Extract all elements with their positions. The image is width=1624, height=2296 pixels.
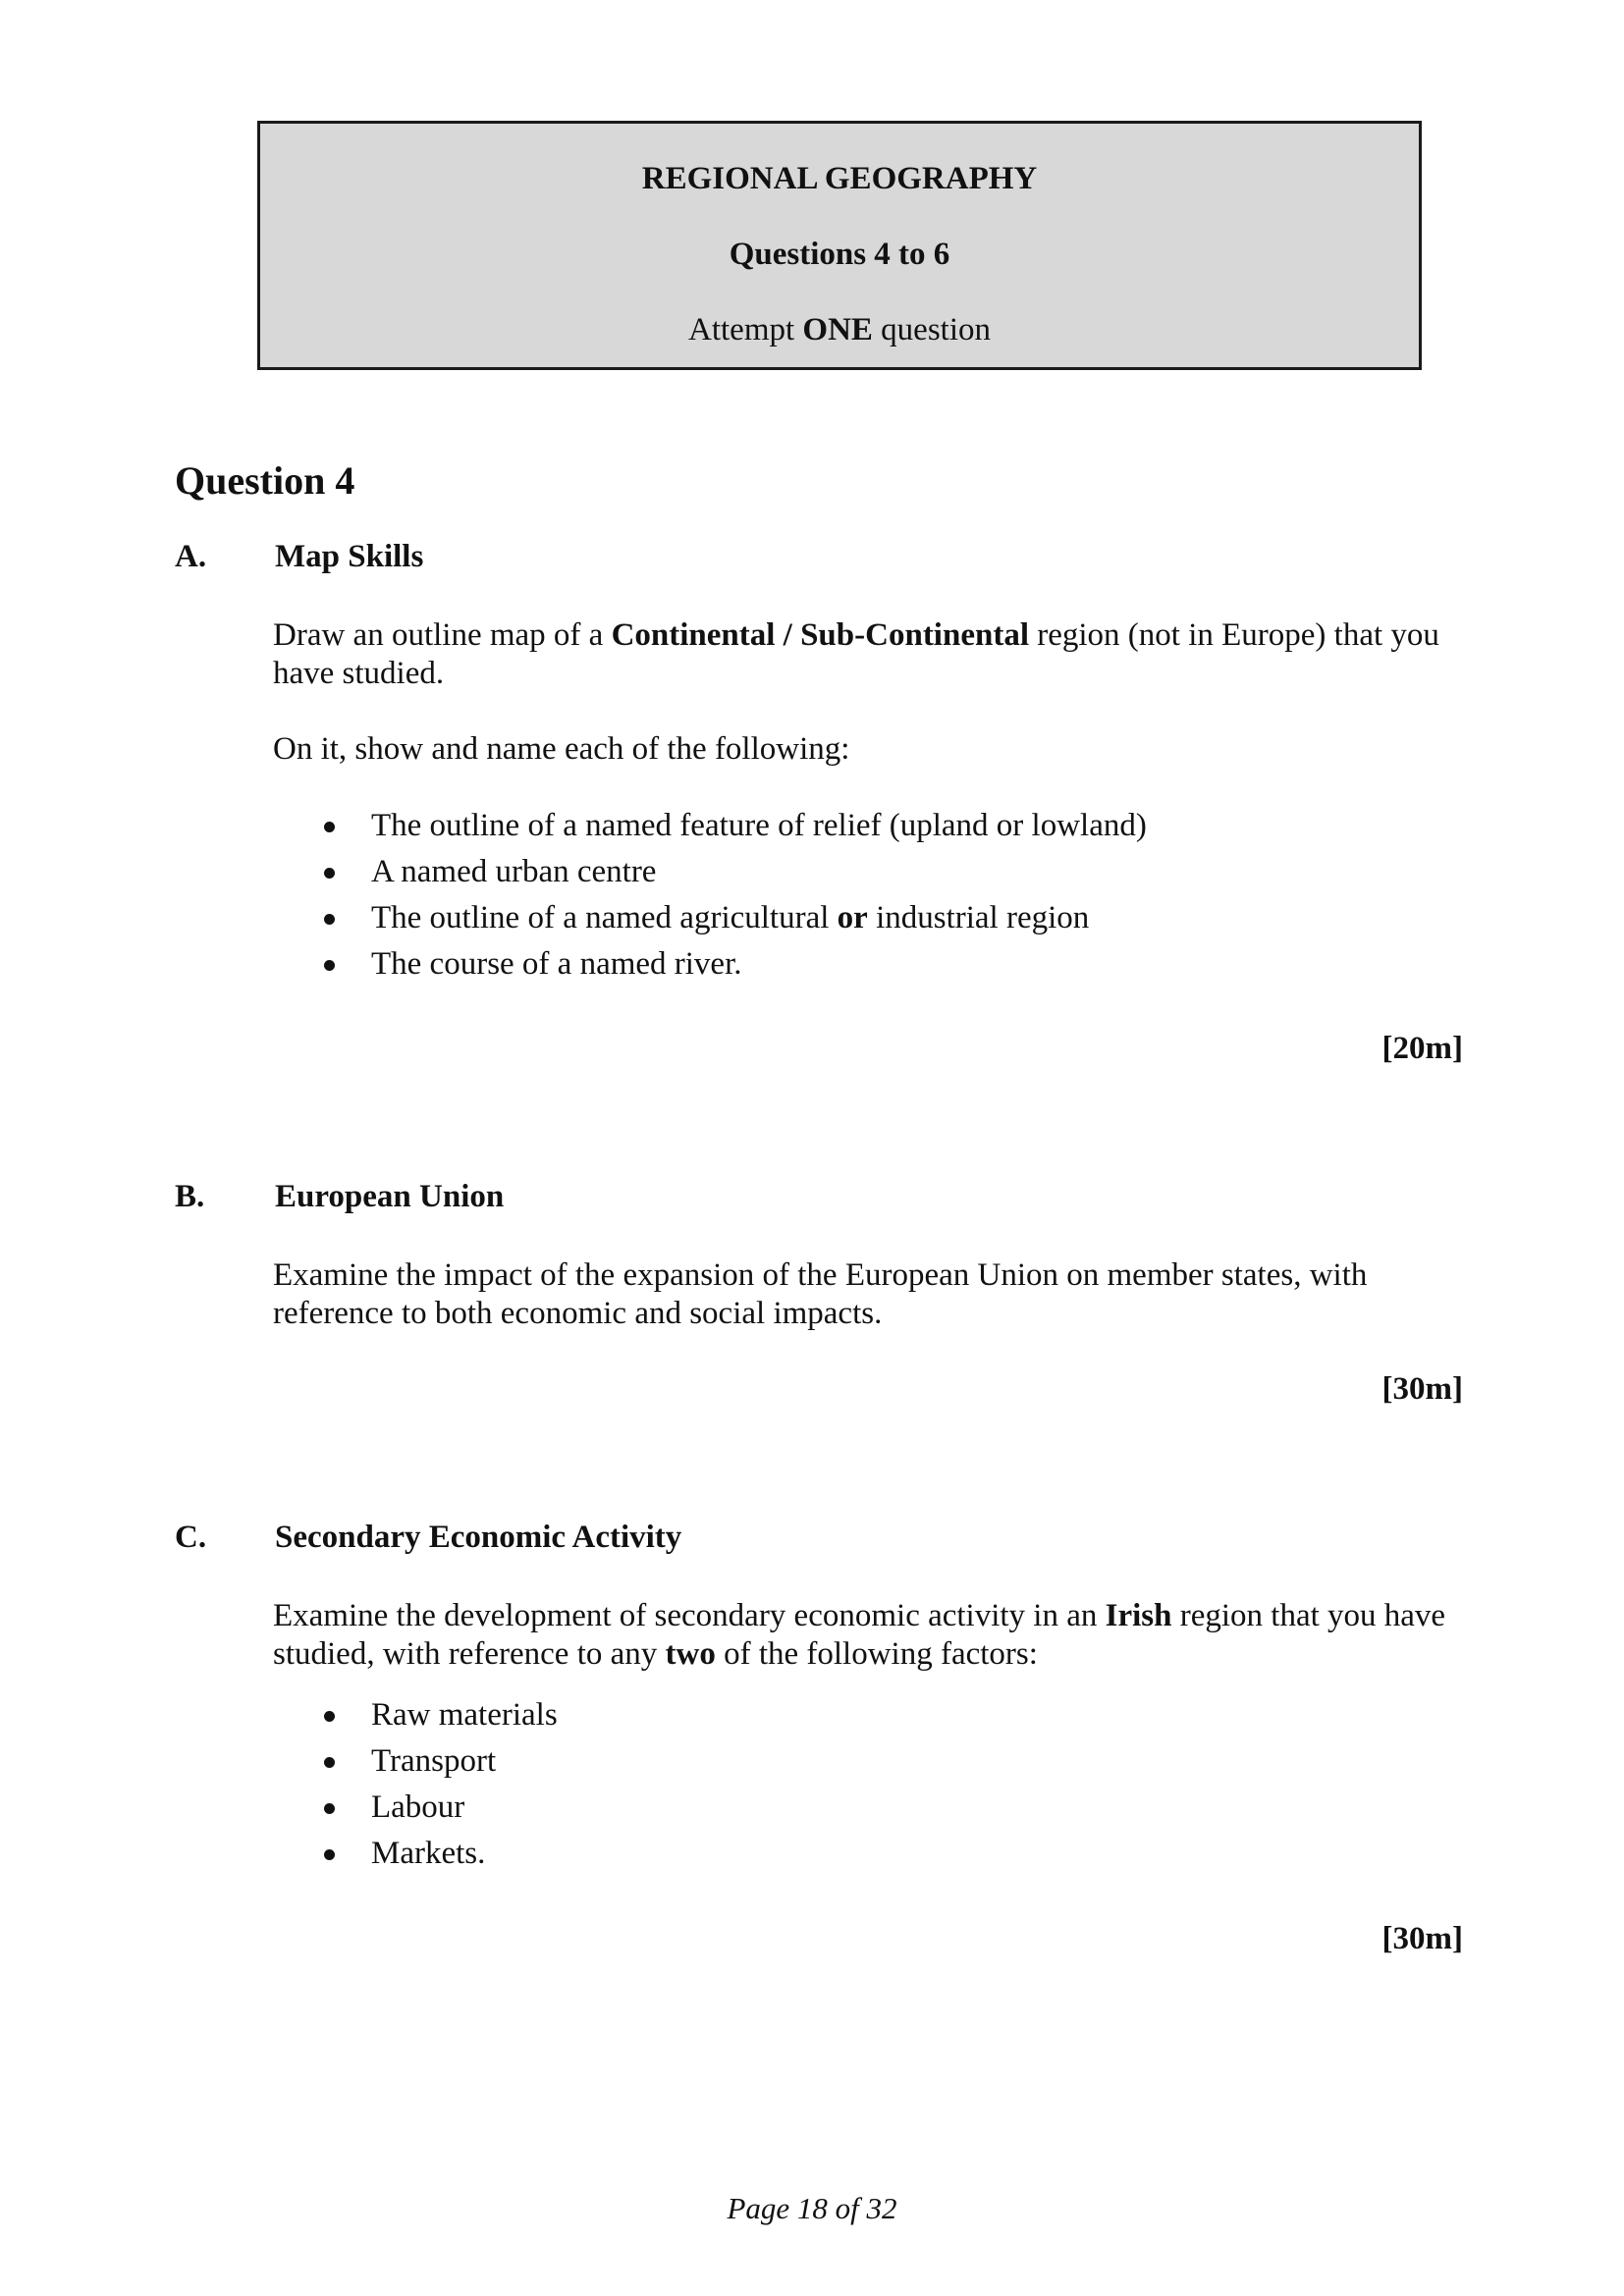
text-run-bold: Continental / Sub-Continental [611, 617, 1029, 653]
list-item [273, 899, 1147, 945]
instruction-prefix: Attempt [688, 312, 803, 347]
text-run-bold: Irish [1105, 1598, 1172, 1633]
bullet-dot-icon [324, 914, 335, 925]
section-b-instruction: Examine the impact of the expansion of the European Union on member states, with reference to both economic and social impacts. [273, 1257, 1368, 1331]
bullet-dot-icon [324, 960, 335, 971]
section-title: REGIONAL GEOGRAPHY [641, 161, 1038, 196]
bullet-dot-icon [324, 1803, 335, 1814]
section-c-heading: Secondary Economic Activity [275, 1520, 682, 1555]
text-run: Draw an outline map of a [273, 617, 612, 653]
text-run: Raw materials [371, 1697, 558, 1733]
text-run: region (not in Europe) that you have studied. [273, 617, 1439, 691]
section-a-marks: [20m] [1381, 1031, 1463, 1066]
bullet-dot-icon [324, 822, 335, 832]
text-run: Markets. [371, 1836, 486, 1871]
text-run: The outline of a named feature of relief (upland or lowland) [371, 808, 1147, 843]
bullet-dot-icon [324, 1711, 335, 1722]
instruction-suffix: question [872, 312, 991, 347]
section-b-marks: [30m] [1381, 1371, 1463, 1407]
list-item [273, 945, 1147, 991]
section-subtitle: Questions 4 to 6 [729, 237, 950, 272]
section-a-bullet-list [273, 807, 1147, 991]
section-b-heading: European Union [275, 1179, 505, 1214]
list-item [273, 853, 1147, 899]
text-run: Examine the development of secondary economic activity in an [273, 1598, 1106, 1633]
section-a-heading: Map Skills [275, 539, 424, 574]
text-run: of the following factors: [715, 1636, 1038, 1672]
text-run: Transport [371, 1743, 497, 1779]
instruction-bold: ONE [802, 312, 873, 347]
section-c-bullet-list [273, 1696, 558, 1881]
bullet-dot-icon [324, 868, 335, 879]
section-c-instruction [273, 1597, 1451, 1674]
text-run: industrial region [867, 900, 1090, 935]
text-run: Labour [371, 1789, 465, 1825]
bullet-dot-icon [324, 1757, 335, 1768]
section-a-letter: A. [175, 539, 207, 574]
text-run-bold: two [665, 1636, 716, 1672]
page-number: Page 18 of 32 [727, 2191, 897, 2225]
list-item [273, 807, 1147, 853]
text-run-bold: or [837, 900, 868, 935]
question-title: Question 4 [175, 458, 355, 503]
section-c-letter: C. [175, 1520, 207, 1555]
text-run: region that you have studied, with reference to any [273, 1598, 1446, 1672]
section-header-box [257, 121, 1422, 370]
text-run: A named urban centre [371, 854, 657, 889]
list-item [273, 1789, 558, 1835]
text-run: The outline of a named agricultural [371, 900, 838, 935]
bullet-dot-icon [324, 1849, 335, 1860]
section-b-letter: B. [175, 1179, 205, 1214]
list-item [273, 1742, 558, 1789]
list-item [273, 1835, 558, 1881]
list-item [273, 1696, 558, 1742]
section-instruction [260, 312, 1419, 348]
section-a-instruction [273, 616, 1451, 693]
section-c-marks: [30m] [1381, 1921, 1463, 1956]
section-a-prompt: On it, show and name each of the following: [273, 731, 850, 767]
text-run: The course of a named river. [371, 946, 742, 982]
